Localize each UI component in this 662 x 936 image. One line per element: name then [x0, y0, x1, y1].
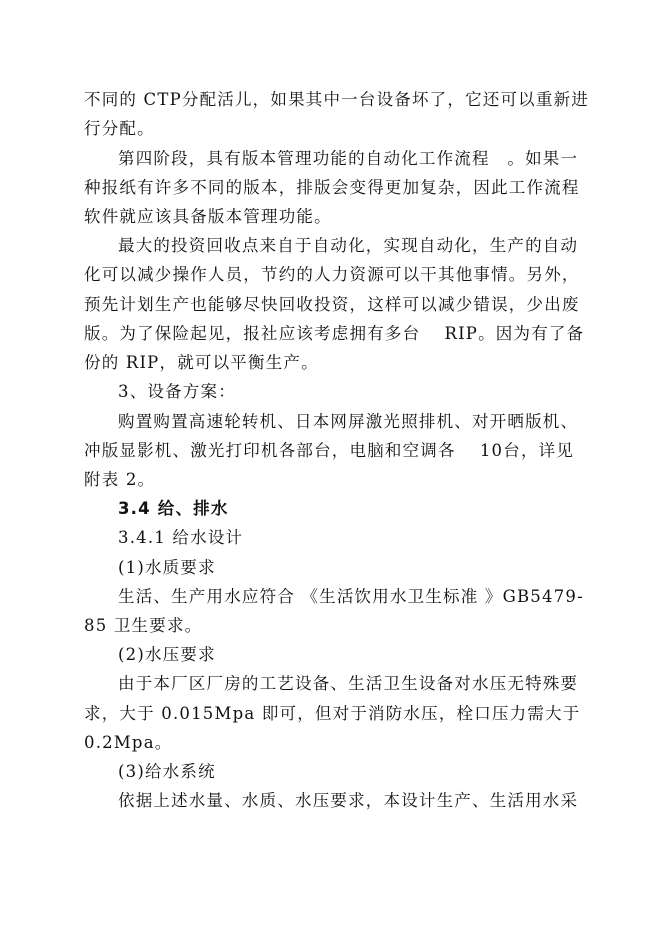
text-line: 种报纸有许多不同的版本，排版会变得更加复杂，因此工作流程: [84, 178, 580, 197]
text-line: 85 卫生要求。: [84, 616, 203, 635]
text-line: 版。为了保险起见，报社应该考虑拥有多台 RIP。因为有了备: [84, 324, 585, 343]
text-line: 不同的 CTP分配活儿，如果其中一台设备坏了，它还可以重新进: [84, 90, 589, 109]
text-line: 最大的投资回收点来自于自动化，实现自动化，生产的自动: [118, 236, 579, 255]
text-line: 生活、生产用水应符合 《生活饮用水卫生标准 》GB5479-: [118, 587, 584, 606]
text-line: 份的 RIP，就可以平衡生产。: [84, 353, 319, 372]
text-line: (1)水质要求: [118, 558, 216, 577]
text-line: 行分配。: [84, 119, 155, 138]
text-line: 附表 2。: [84, 470, 156, 489]
text-line: 冲版显影机、激光打印机各部台，电脑和空调各 10台，详见: [84, 441, 575, 460]
text-line: 3、设备方案：: [118, 382, 236, 401]
text-line: 软件就应该具备版本管理功能。: [84, 207, 332, 226]
text-line: (3)给水系统: [118, 762, 216, 781]
text-line: (2)水压要求: [118, 645, 216, 664]
text-line: 第四阶段，具有版本管理功能的自动化工作流程 。如果一: [118, 149, 579, 168]
text-line: 购置购置高速轮转机、日本网屏激光照排机、对开晒版机、: [118, 412, 579, 431]
text-line: 依据上述水量、水质、水压要求，本设计生产、生活用水采: [118, 791, 579, 810]
section-heading: 3.4 给、排水: [118, 499, 229, 518]
text-line: 由于本厂区厂房的工艺设备、生活卫生设备对水压无特殊要: [118, 674, 579, 693]
text-line: 预先计划生产也能够尽快回收投资，这样可以减少错误，少出废: [84, 295, 580, 314]
text-line: 3.4.1 给水设计: [118, 528, 244, 547]
text-line: 求，大于 0.015Mpa 即可，但对于消防水压，栓口压力需大于: [84, 704, 581, 723]
text-line: 化可以减少操作人员，节约的人力资源可以干其他事情。另外，: [84, 265, 580, 284]
text-line: 0.2Mpa。: [84, 733, 173, 752]
